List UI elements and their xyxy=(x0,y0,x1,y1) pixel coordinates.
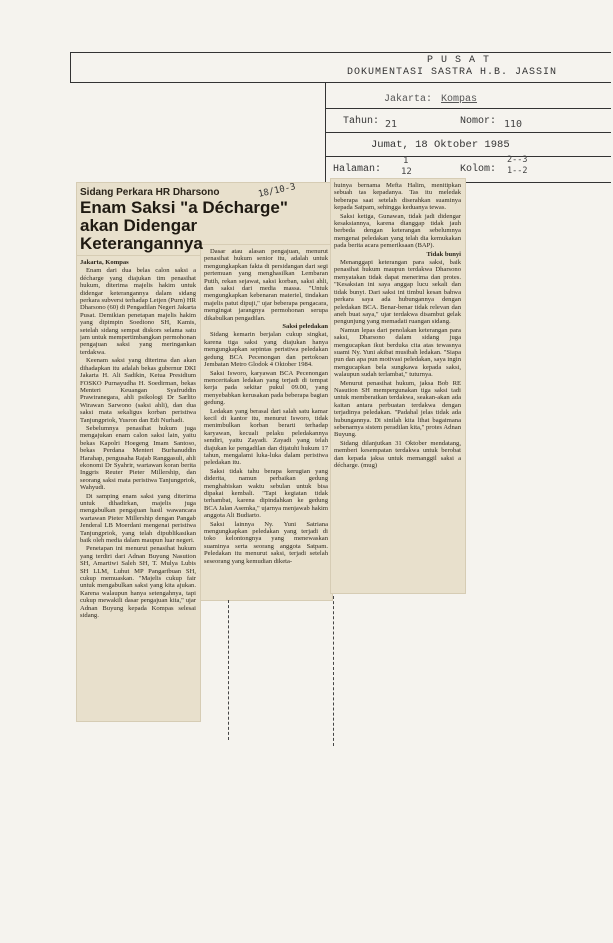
nomor-value: 110 xyxy=(504,119,523,130)
paragraph: Saksi ketiga, Gunawan, tidak jadi didengar kesaksiannya, karena dianggap tidak jauh berbeda dengan keterangan sebelumnya mengenai peledakan yang telah dia kemukakan pada berita acara pemeriksaan (BAP). xyxy=(334,212,461,250)
dateline: Jakarta, Kompas xyxy=(80,259,129,266)
paragraph: Saksi tidak tahu berapa kerugian yang diderita, namun perbaikan gedung menghabiskan waktu sebulan untuk bisa dipakai kembali. "Tapi kegiatan tidak terhambat, karena dipindahkan ke gedung BCA Jalan Asemka," ujarnya menjawab hakim anggota Ali Budiarto. xyxy=(204,467,328,520)
paragraph: Ledakan yang berasal dari salah satu kamar kecil di kantor itu, menurut Isworo, tidak menimbulkan korban berarti terhadap karyawan, kecuali pelaku peledakannya sendiri, yaitu Zayadi. Zayadi yang telah diajukan ke pengadilan dan dijatuhi hukum 17 tahun, mengalami luka-luka dalam peristiwa peledakan itu. xyxy=(204,407,328,467)
city-label: Jakarta: xyxy=(384,94,433,105)
paragraph: Menurut penasihat hukum, jaksa Bob RE Nasution SH mempergunakan tiga saksi tadi untuk memberatkan terdakwa, seakan-akan ada kaitan antara perbuatan terdakwa dengan terjadinya peledakan. "Padahal jelas tidak ada hubungannya. Di sinilah kita lihat bagaimana sebenarnya sistem peradilan kita," protes Adnan Buyung. xyxy=(334,379,461,439)
paper-name: Kompas xyxy=(441,94,478,105)
card-rule-2 xyxy=(325,132,611,133)
issue-date: Jumat, 18 Oktober 1985 xyxy=(371,139,510,151)
handwritten-note: 18/10-3 xyxy=(257,182,297,200)
card-title-line2: DOKUMENTASI SASTRA H.B. JASSIN xyxy=(347,67,558,78)
nomor-label: Nomor: xyxy=(460,116,497,127)
paragraph: Enam dari dua belas calon saksi a décharge yang diajukan tim penasihat hukum, diterima majelis hakim untuk didengar keterangannya dalam sidang perkara subversi terhadap Letjen (Purn) HR Dharsono (60) di Pengadilan Negeri Jakarta Pusat. Demikian penetapan majelis hakim yang dipimpin Soediono SH, Kamis, setelah sidang sempat diskors selama satu jam untuk mempertimbangkan permohonan pengajuan saksi yang meringankan terdakwa. xyxy=(80,267,196,356)
card-rule-1 xyxy=(325,108,611,109)
kolom-label: Kolom: xyxy=(460,164,497,175)
halaman-value-bottom: 12 xyxy=(401,167,412,177)
paragraph: Sidang dilanjutkan 31 Oktober mendatang, memberi kesempatan terdakwa untuk berobat dan kepada jaksa untuk memanggil saksi a décharge. (mug) xyxy=(334,439,461,470)
paragraph: Keenam saksi yang diterima dan akan dihadapkan itu adalah bekas gubernur DKI Jakarta H. Ali Sadikin, Ketua Presidium FOSKO Purnayudha H. Soedirman, bekas Menteri Keuangan Syafruddin Prawiranegara, ahli psikologi Dr Sarlito Wirawan Sarwono (saksi ahli), dan dua saksi mata sekaligus korban peristiwa Tanjungpriok, Yusron dan Edi Nurhadi. xyxy=(80,357,196,424)
tahun-label: Tahun: xyxy=(343,116,380,127)
paragraph: Penetapan ini menurut penasihat hukum yang terdiri dari Adnan Buyung Nasution SH, Amartiwi Saleh SH, T. Mulya Lubis SH LLM, Luhut MP Pangaribuan SH, cukup memuaskan. "Majelis cukup fair untuk mengabulkan saksi yang kita ajukan. Karena walaupun hanya setengahnya, tapi cukup mewakili dasar pengajuan kita," ujar Adnan Buyung kepada Kompas selesai sidang. xyxy=(80,545,196,620)
paragraph: Dasar atau alasan pengajuan, menurut penasihat hukum senior itu, adalah untuk mengungkapkan fakta di persidangan dari segi pertemuan yang menghasilkan Lembaran Putih, rekan sejawat, saksi korban, saksi ahli, dan saksi dari media massa. "Untuk mengungkapkan kebenaran materiel, tindakan majelis patut dipuji," ujar beberapa pengacara, mengingat jarangnya permohonan serupa dikabulkan pengadilan. xyxy=(204,248,328,322)
halaman-label: Halaman: xyxy=(333,164,382,175)
article-column-2 xyxy=(204,248,328,596)
paragraph: Namun lepas dari penolakan keterangan para saksi, Dharsono dalam sidang juga mengucapkan ikut berduka cita atas tewasnya suami Ny. Yuni akibat musibah ledakan. "Siapa pun dan apa pun motivasi peledakan, saya ingin mengucapkan bela sungkawa kepada saksi, walaupun sudah terlambat," tuturnya. xyxy=(334,326,461,379)
article-column-1 xyxy=(80,259,196,717)
card-rule-3 xyxy=(325,156,611,157)
subheading: Tidak bunyi xyxy=(426,250,461,258)
card-left-rule xyxy=(70,52,71,82)
paragraph: Di samping enam saksi yang diterima untuk dihadirkan, majelis juga mengabulkan pengajuan hasil wawancara wartawan Pieter Millership dengan Pangab Jenderal LB Moerdani mengenai peristiwa Tanjungpriok, yang telah dipublikasikan baik oleh media dalam maupun luar negeri. xyxy=(80,492,196,545)
pencil-mark-right xyxy=(333,596,334,746)
subheading: Saksi peledakan xyxy=(282,323,328,331)
pencil-mark-left xyxy=(228,600,229,740)
card-title-line1: P U S A T xyxy=(427,55,491,66)
tahun-value: 21 xyxy=(385,119,398,130)
kolom-value-top: 2--3 xyxy=(507,155,528,165)
card-mid-rule xyxy=(70,82,611,83)
article-kicker: Sidang Perkara HR Dharsono xyxy=(80,187,220,198)
paragraph: Menanggapi keterangan para saksi, baik penasihat hukum maupun terdakwa Dharsono menyatakan tidak dapat menerima dan protes. "Kesaksian ini saya anggap lucu sekali dan tidak bunyi. Dari saksi ini timbul kesan bahwa perkara saya ada hubungannya dengan peledakan BCA. Benar-benar tidak relevan dan aneh buat saya," ujar terdakwa disambut gelak pengunjung yang memadati ruangan sidang. xyxy=(334,259,461,326)
card-top-rule xyxy=(70,52,611,53)
halaman-value-top: 1 xyxy=(403,156,409,166)
paragraph: Sidang kemarin berjalan cukup singkat, karena tiga saksi yang diajukan hanya mengungkapkan sepintas peristiwa peledakan gedung BCA Pecenongan dan pertokoan Jembatan Metro Glodok 4 Oktober 1984. xyxy=(204,331,328,369)
paragraph: Sebelumnya penasihat hukum juga mengajukan enam calon saksi lain, yaitu bekas Kapolri Hoegeng Imam Santoso, bekas Perdana Menteri Burhanuddin Harahap, pengusaha Rajab Ranggasuli, ahli ekonomi Dr Syahrir, wartawan koran berita Inggris Reuter Pieter Millership, dan seorang saksi mata peristiwa Tanjungpriok, Wahyudi. xyxy=(80,424,196,492)
paragraph: Saksi lainnya Ny. Yuni Satriana mengungkapkan peledakan yang terjadi di toko kelontongnya yang menewaskan suaminya serta seorang anggota Satpam. Peledakan itu menurut saksi, terjadi setelah seseorang yang kemudian diketa- xyxy=(204,520,328,565)
paragraph: huinya bernama Mefta Halim, menitipkan sebuah tas kepadanya. Tas itu meledak beberapa saat setelah diserahkan suaminya kepada Satpam, sehingga keduanya tewas. xyxy=(334,182,461,212)
kolom-value-bottom: 1--2 xyxy=(507,166,528,176)
article-headline: Enam Saksi "a Décharge" akan Didengar Keterangannya xyxy=(80,198,288,253)
article-column-3 xyxy=(334,182,461,590)
paragraph: Saksi Isworo, karyawan BCA Pecenongan menceritakan ledakan yang terjadi di tempat kerja pada sekitar pukul 09.00, yang menyebabkan kerusakan pada beberapa bagian gedung. xyxy=(204,369,328,407)
